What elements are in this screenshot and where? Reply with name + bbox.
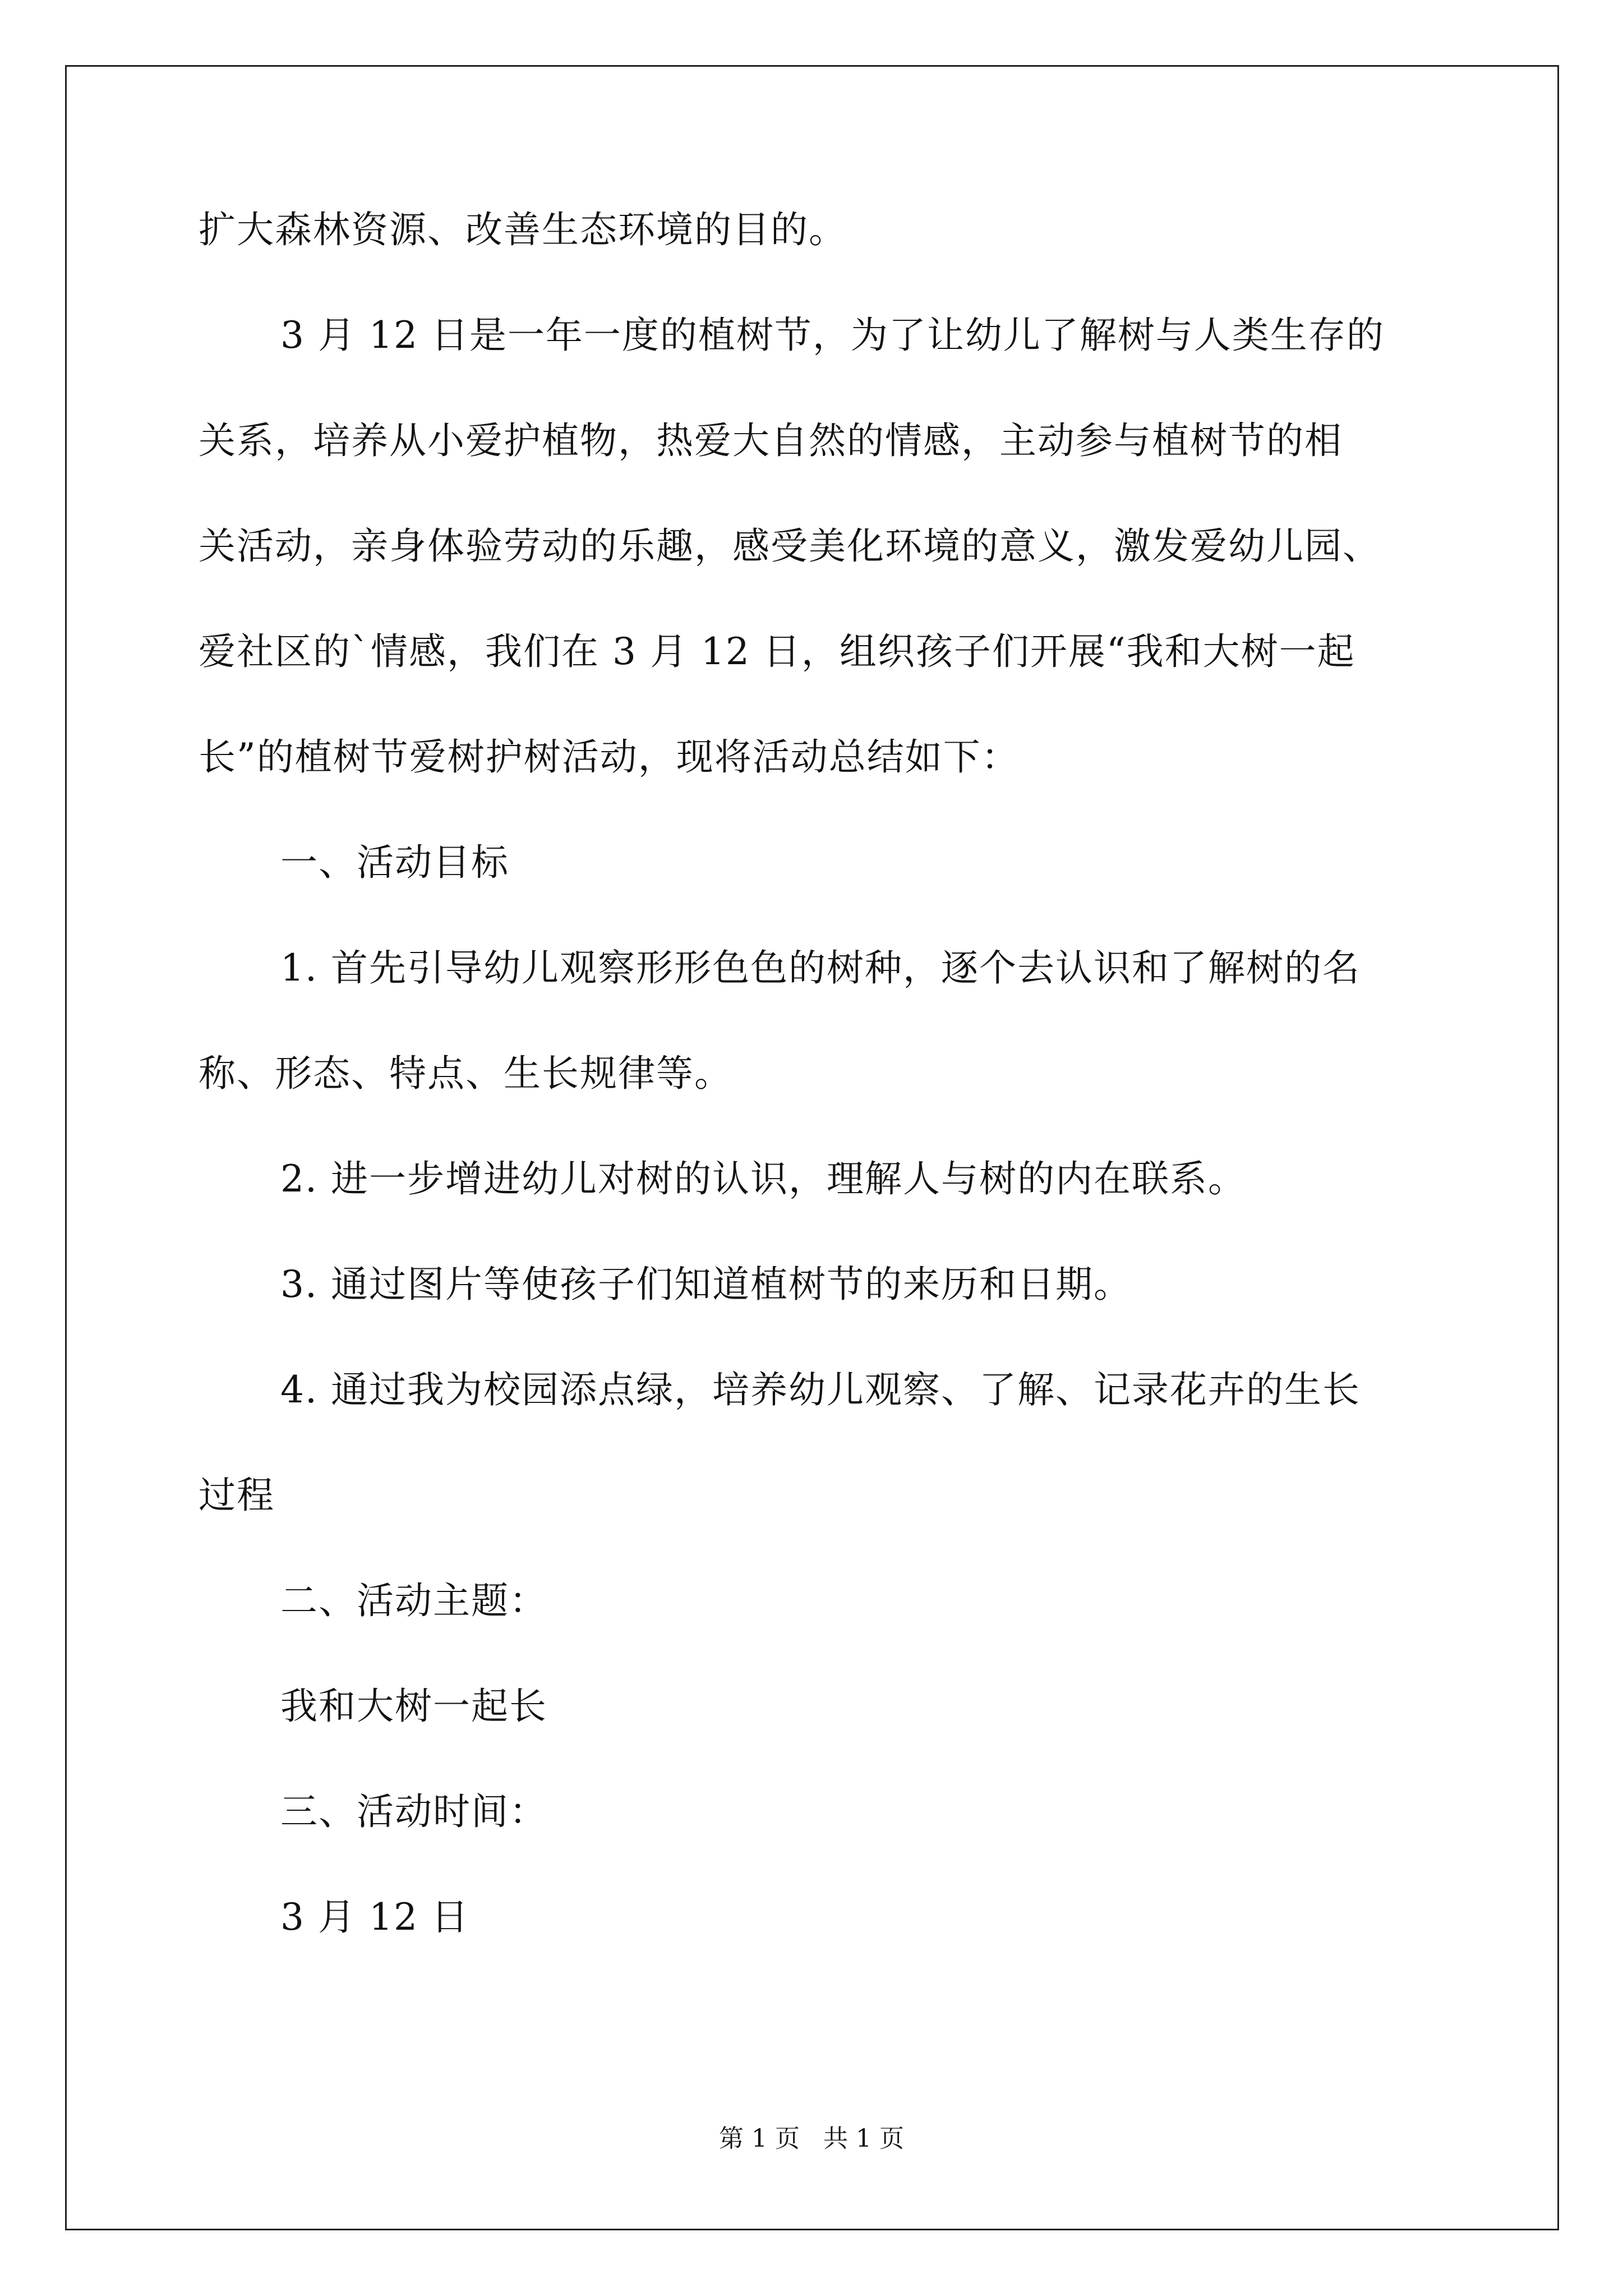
- paragraph-line: 关活动，亲身体验劳动的乐趣，感受美化环境的意义，激发爱幼儿园、: [199, 524, 1381, 568]
- section-content: 我和大树一起长: [280, 1685, 547, 1728]
- section-heading: 三、活动时间：: [280, 1790, 547, 1833]
- section-heading: 二、活动主题：: [280, 1579, 547, 1622]
- list-item: 2. 进一步增进幼儿对树的认识，理解人与树的内在联系。: [280, 1157, 1246, 1200]
- list-item: 1. 首先引导幼儿观察形形色色的树种，逐个去认识和了解树的名: [280, 946, 1361, 990]
- list-item-continuation: 过程: [199, 1474, 275, 1517]
- paragraph-line: 关系，培养从小爱护植物，热爱大自然的情感，主动参与植树节的相: [199, 419, 1343, 462]
- list-item-continuation: 称、形态、特点、生长规律等。: [199, 1052, 732, 1095]
- paragraph-line: 3 月 12 日是一年一度的植树节，为了让幼儿了解树与人类生存的: [280, 314, 1385, 357]
- paragraph-line: 扩大森林资源、改善生态环境的目的。: [199, 208, 847, 251]
- paragraph-line: 长”的植树节爱树护树活动，现将活动总结如下：: [199, 735, 1020, 779]
- list-item: 4. 通过我为校园添点绿，培养幼儿观察、了解、记录花卉的生长: [280, 1368, 1361, 1411]
- section-heading: 一、活动目标: [280, 841, 509, 884]
- section-content: 3 月 12 日: [280, 1895, 469, 1939]
- page-footer: 第 1 页 共 1 页: [719, 2124, 904, 2153]
- list-item: 3. 通过图片等使孩子们知道植树节的来历和日期。: [280, 1263, 1132, 1306]
- paragraph-line: 爱社区的`情感，我们在 3 月 12 日，组织孩子们开展“我和大树一起: [199, 630, 1355, 673]
